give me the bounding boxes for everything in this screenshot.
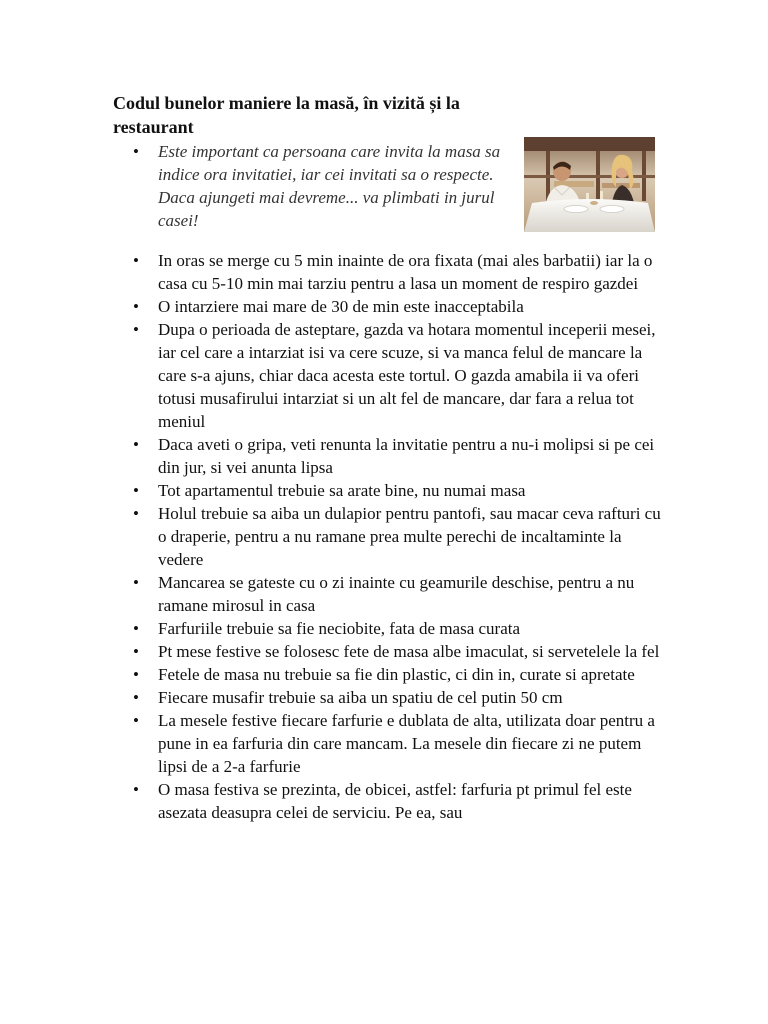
list-item <box>133 479 663 502</box>
list-item <box>133 686 663 709</box>
list-item-text: Pt mese festive se folosesc fete de masa albe imaculat, si servetelele la fel <box>158 642 660 661</box>
restaurant-photo <box>524 137 655 232</box>
list-item <box>133 571 663 617</box>
couple-dining-image <box>524 137 655 232</box>
document-title: Codul bunelor maniere la masă, în vizită și la restaurant <box>113 93 460 137</box>
list-item-text: Holul trebuie sa aiba un dulapior pentru pantofi, sau macar ceva rafturi cu o draperie, pentru a nu ramane prea multe perechi de incaltaminte la vedere <box>158 504 661 569</box>
list-item <box>133 318 663 433</box>
bullet-icon: • <box>133 665 139 684</box>
list-item-text: Fiecare musafir trebuie sa aiba un spatiu de cel putin 50 cm <box>158 688 563 707</box>
list-item <box>133 778 663 824</box>
list-item-text: In oras se merge cu 5 min inainte de ora fixata (mai ales barbatii) iar la o casa cu 5-10 min mai tarziu pentru a lasa un moment de respiro gazdei <box>158 251 653 293</box>
list-item-text: Farfuriile trebuie sa fie neciobite, fata de masa curata <box>158 619 521 638</box>
list-item <box>133 709 663 778</box>
bullet-icon: • <box>133 711 139 730</box>
list-item-text: Daca aveti o gripa, veti renunta la invitatie pentru a nu-i molipsi si pe cei din jur, si vei anunta lipsa <box>158 435 655 477</box>
bullet-icon: • <box>133 504 139 523</box>
etiquette-list <box>133 249 663 824</box>
list-item <box>133 617 663 640</box>
list-item <box>133 295 663 318</box>
bullet-icon: • <box>133 297 139 316</box>
bullet-icon: • <box>133 435 139 454</box>
list-item-text: Dupa o perioada de asteptare, gazda va hotara momentul inceperii mesei, iar cel care a intarziat isi va cere scuze, si va manca felul de mancare la care s-a ajuns, chiar daca acesta este tortul. O gazda amabila ii va oferi totusi musafirului intarziat si un alt fel de mancare, dar fara a relua tot meniul <box>158 320 656 431</box>
bullet-icon: • <box>133 619 139 638</box>
list-item-text: O masa festiva se prezinta, de obicei, astfel: farfuria pt primul fel este asezata deasupra celei de serviciu. Pe ea, sau <box>158 780 632 822</box>
list-item-text: Mancarea se gateste cu o zi inainte cu geamurile deschise, pentru a nu ramane mirosul in casa <box>158 573 635 615</box>
bullet-icon: • <box>133 320 139 339</box>
list-item <box>133 663 663 686</box>
intro-list <box>133 140 518 232</box>
list-item-text: Fetele de masa nu trebuie sa fie din plastic, ci din in, curate si apretate <box>158 665 635 684</box>
bullet-icon: • <box>133 573 139 592</box>
bullet-icon: • <box>133 780 139 799</box>
bullet-icon: • <box>133 251 139 270</box>
list-item <box>133 502 663 571</box>
bullet-icon: • <box>133 481 139 500</box>
intro-item <box>133 140 518 232</box>
bullet-icon: • <box>133 642 139 661</box>
list-item <box>133 433 663 479</box>
list-item-text: O intarziere mai mare de 30 de min este inacceptabila <box>158 297 524 316</box>
list-item-text: Tot apartamentul trebuie sa arate bine, nu numai masa <box>158 481 526 500</box>
list-item <box>133 249 663 295</box>
bullet-icon: • <box>133 142 139 161</box>
list-item-text: La mesele festive fiecare farfurie e dublata de alta, utilizata doar pentru a pune in ea farfuria din care mancam. La mesele din fiecare zi ne putem lipsi de a 2-a farfurie <box>158 711 655 776</box>
bullet-icon: • <box>133 688 139 707</box>
intro-item-text: Este important ca persoana care invita la masa sa indice ora invitatiei, iar cei invitati sa o respecte. Daca ajungeti mai devreme... va plimbati in jurul casei! <box>158 142 501 230</box>
list-item <box>133 640 663 663</box>
